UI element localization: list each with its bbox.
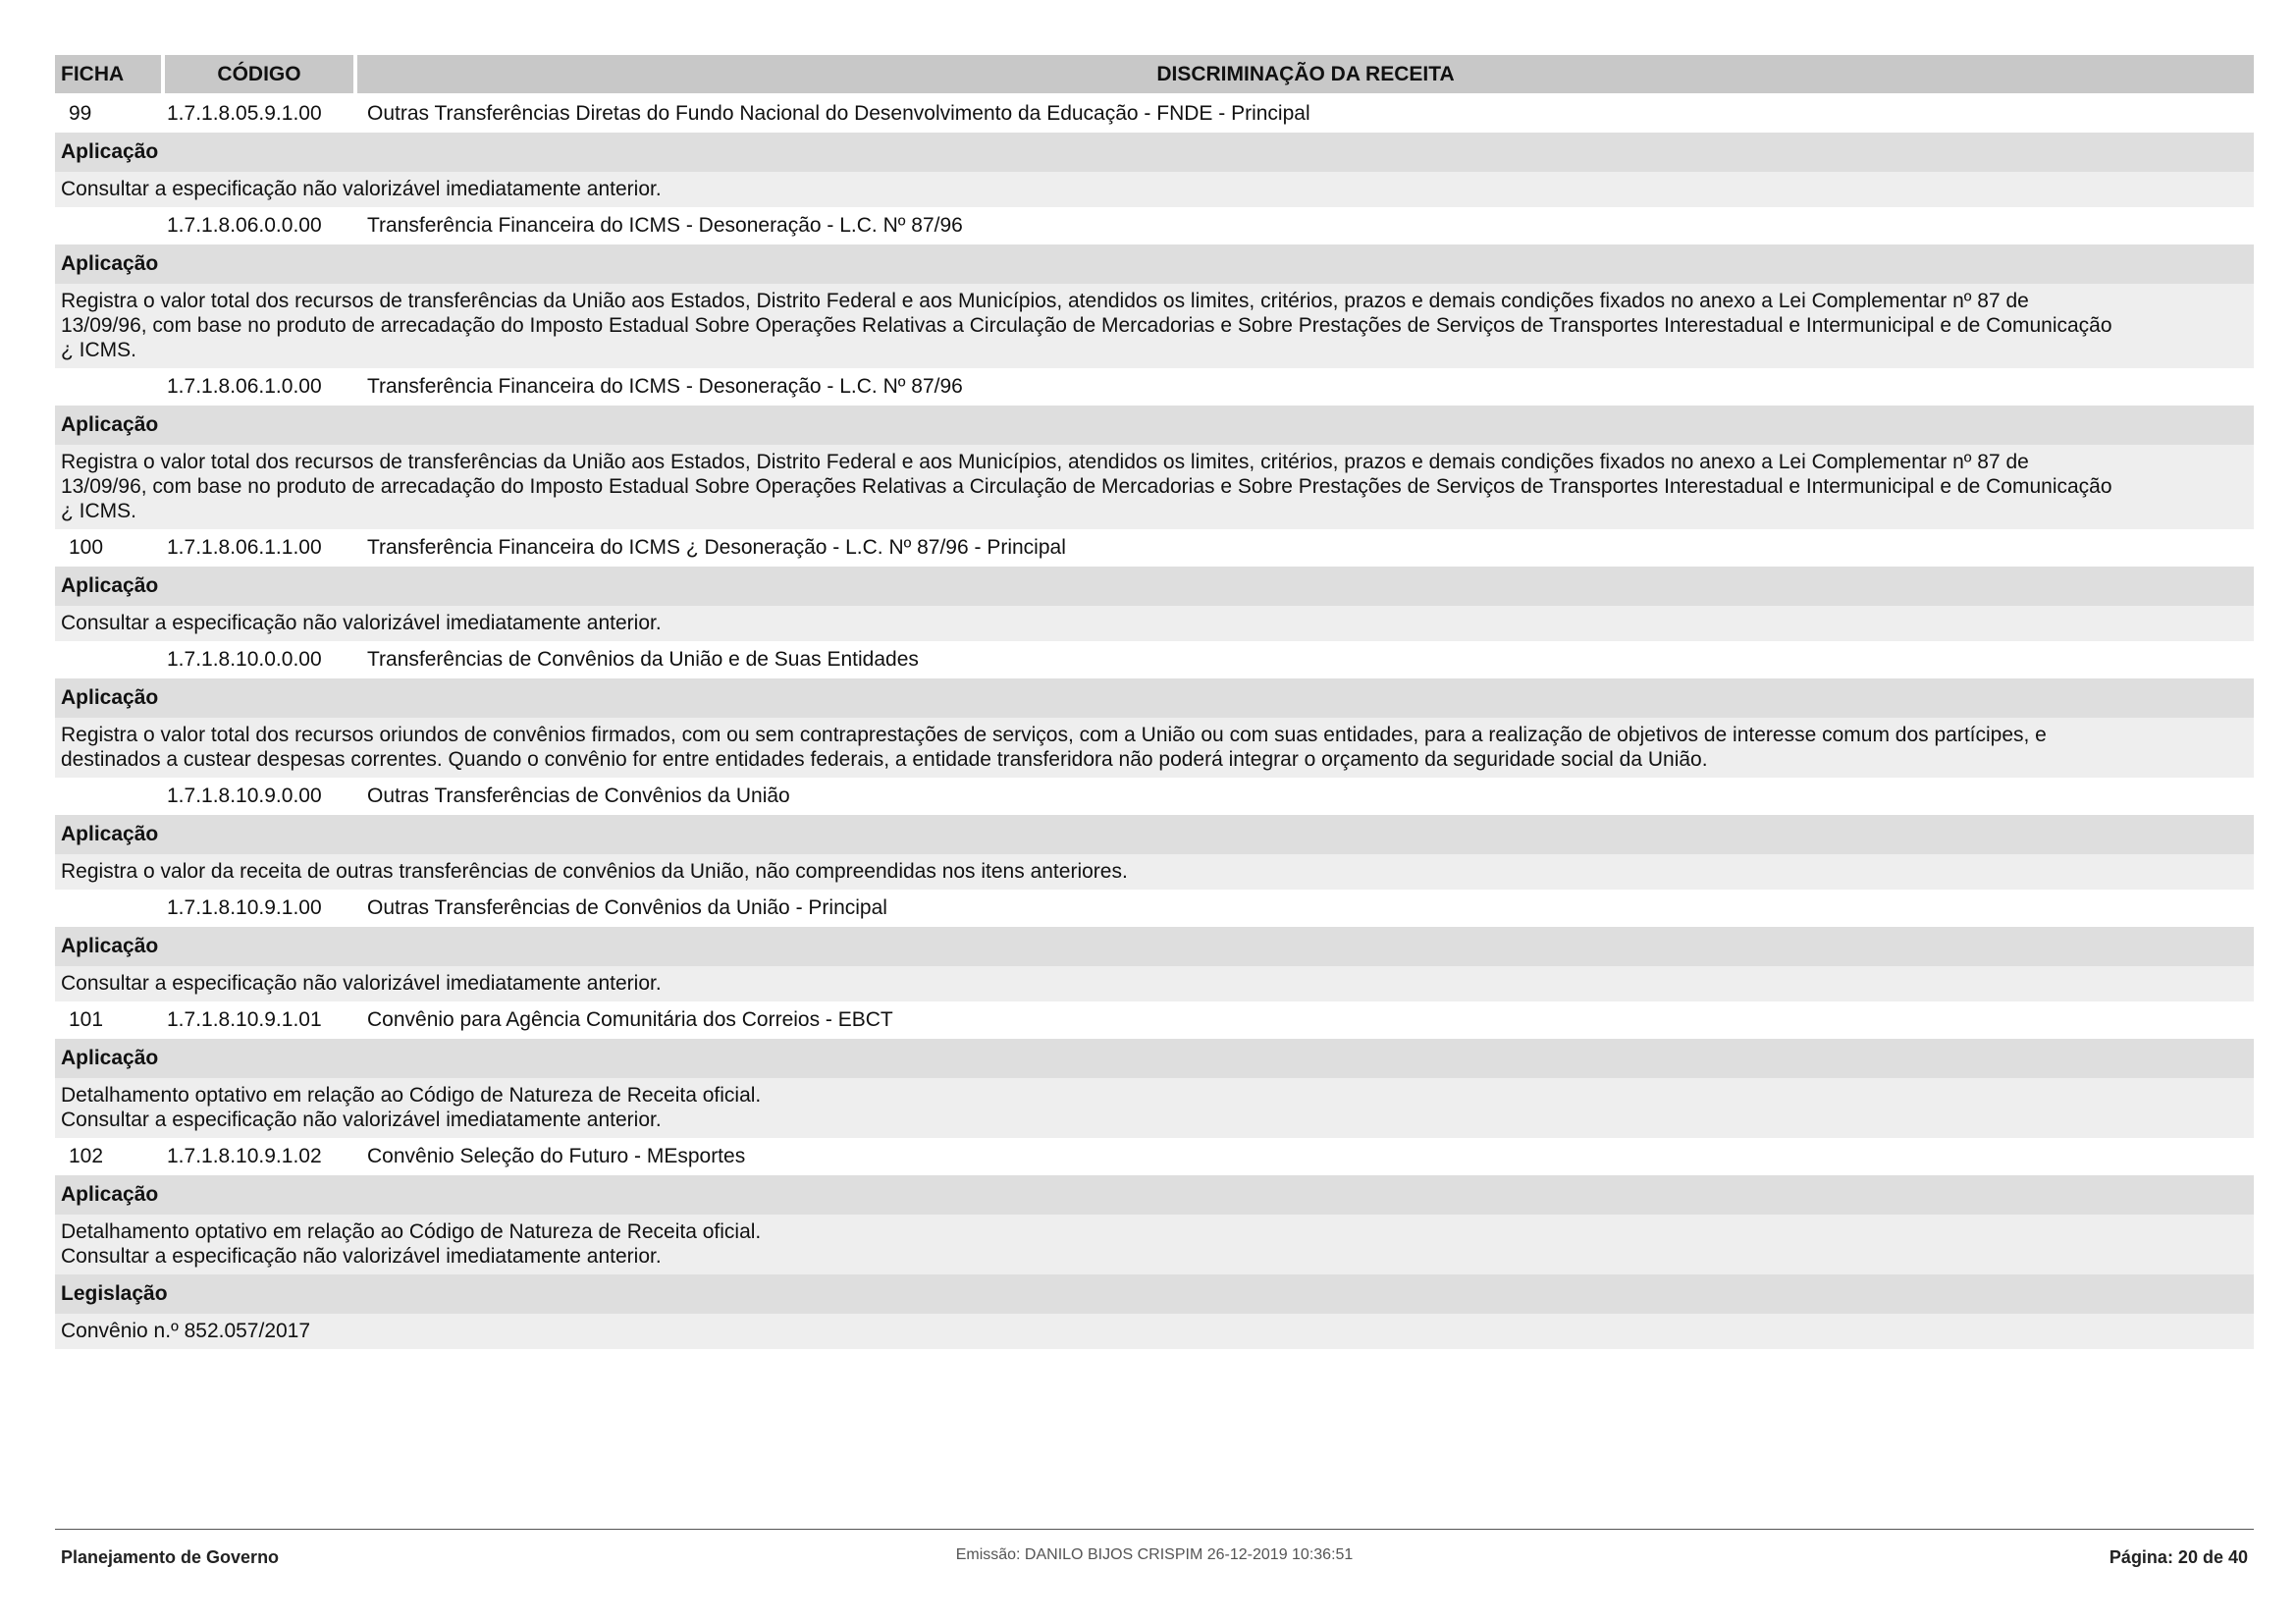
section-text xyxy=(55,854,2254,890)
header-codigo: CÓDIGO xyxy=(165,55,353,93)
section-label: Aplicação xyxy=(55,678,2254,718)
section-text-line: Consultar a especificação não valorizável imediatamente anterior. xyxy=(61,972,662,995)
section-text-line: 13/09/96, com base no produto de arrecadação do Imposto Estadual Sobre Operações Relativas a Circulação de Mercadorias e Sobre Prestações de Serviços de Transportes Interestadual e Intermunicipal e de Comunicação xyxy=(61,314,2112,337)
section-text xyxy=(55,1078,2254,1138)
entry-codigo: 1.7.1.8.10.9.1.00 xyxy=(167,896,322,919)
footer-emissao: Emissão: DANILO BIJOS CRISPIM 26-12-2019 10:36:51 xyxy=(955,1546,1354,1563)
section-text-line: destinados a custear despesas correntes. Quando o convênio for entre entidades federais, a entidade transferidora não poderá integrar o orçamento da seguridade social da União. xyxy=(61,748,1708,771)
section-text xyxy=(55,718,2254,778)
page-footer xyxy=(55,1529,2254,1589)
entry-descricao: Transferências de Convênios da União e de Suas Entidades xyxy=(367,648,919,671)
entries-list xyxy=(55,95,2254,1349)
section-text-line: Registra o valor da receita de outras transferências de convênios da União, não compreendidas nos itens anteriores. xyxy=(61,860,1128,883)
entry-codigo: 1.7.1.8.05.9.1.00 xyxy=(167,102,322,125)
footer-page-number: Página: 20 de 40 xyxy=(2109,1547,2248,1567)
entry-codigo: 1.7.1.8.06.1.1.00 xyxy=(167,536,322,559)
entry-row xyxy=(55,1001,2254,1039)
section-text-line: Detalhamento optativo em relação ao Código de Natureza de Receita oficial. xyxy=(61,1220,762,1243)
entry-descricao: Outras Transferências Diretas do Fundo Nacional do Desenvolvimento da Educação - FNDE - Principal xyxy=(367,102,1310,125)
section-label: Aplicação xyxy=(55,927,2254,966)
section-text xyxy=(55,1215,2254,1274)
section-label: Aplicação xyxy=(55,567,2254,606)
entry-descricao: Convênio para Agência Comunitária dos Correios - EBCT xyxy=(367,1008,893,1031)
section-text xyxy=(55,284,2254,368)
entry-ficha: 101 xyxy=(69,1008,104,1031)
entry-descricao: Outras Transferências de Convênios da União - Principal xyxy=(367,896,887,919)
section-text-line: Consultar a especificação não valorizável imediatamente anterior. xyxy=(61,178,662,200)
section-label: Aplicação xyxy=(55,406,2254,445)
section-text-line: Convênio n.º 852.057/2017 xyxy=(61,1320,311,1342)
entry-row xyxy=(55,95,2254,133)
header-ficha: FICHA xyxy=(55,55,161,93)
entry-codigo: 1.7.1.8.10.9.1.02 xyxy=(167,1145,322,1167)
entry-row xyxy=(55,368,2254,406)
entry-row xyxy=(55,890,2254,927)
section-text-line: ¿ ICMS. xyxy=(61,339,136,361)
section-text-line: Consultar a especificação não valorizável imediatamente anterior. xyxy=(61,1245,662,1268)
entry-descricao: Outras Transferências de Convênios da União xyxy=(367,784,790,807)
section-text-line: 13/09/96, com base no produto de arrecadação do Imposto Estadual Sobre Operações Relativas a Circulação de Mercadorias e Sobre Prestações de Serviços de Transportes Interestadual e Intermunicipal e de Comunicação xyxy=(61,475,2112,498)
section-text-line: ¿ ICMS. xyxy=(61,500,136,522)
entry-codigo: 1.7.1.8.06.0.0.00 xyxy=(167,214,322,237)
section-text xyxy=(55,172,2254,207)
section-label: Aplicação xyxy=(55,1039,2254,1078)
section-label: Aplicação xyxy=(55,133,2254,172)
section-text xyxy=(55,966,2254,1001)
section-text-line: Detalhamento optativo em relação ao Código de Natureza de Receita oficial. xyxy=(61,1084,762,1107)
section-label: Aplicação xyxy=(55,244,2254,284)
entry-ficha: 100 xyxy=(69,536,104,559)
entry-codigo: 1.7.1.8.06.1.0.00 xyxy=(167,375,322,398)
entry-codigo: 1.7.1.8.10.0.0.00 xyxy=(167,648,322,671)
section-text-line: Registra o valor total dos recursos de transferências da União aos Estados, Distrito Federal e aos Municípios, atendidos os limites, critérios, prazos e demais condições fixados no anexo a Lei Complementar nº 87 de xyxy=(61,451,2029,473)
footer-org: Planejamento de Governo xyxy=(61,1547,280,1567)
entry-row xyxy=(55,207,2254,244)
entry-codigo: 1.7.1.8.10.9.0.00 xyxy=(167,784,322,807)
section-text-line: Consultar a especificação não valorizável imediatamente anterior. xyxy=(61,612,662,634)
entry-row xyxy=(55,1138,2254,1175)
section-label: Aplicação xyxy=(55,1175,2254,1215)
table-header xyxy=(55,55,2254,93)
section-text-line: Consultar a especificação não valorizável imediatamente anterior. xyxy=(61,1109,662,1131)
entry-descricao: Transferência Financeira do ICMS - Desoneração - L.C. Nº 87/96 xyxy=(367,375,963,398)
entry-row xyxy=(55,641,2254,678)
entry-descricao: Transferência Financeira do ICMS - Desoneração - L.C. Nº 87/96 xyxy=(367,214,963,237)
section-text xyxy=(55,606,2254,641)
entry-descricao: Convênio Seleção do Futuro - MEsportes xyxy=(367,1145,746,1167)
entry-descricao: Transferência Financeira do ICMS ¿ Desoneração - L.C. Nº 87/96 - Principal xyxy=(367,536,1066,559)
header-discriminacao: DISCRIMINAÇÃO DA RECEITA xyxy=(357,55,2254,93)
section-text xyxy=(55,1314,2254,1349)
section-text-line: Registra o valor total dos recursos oriundos de convênios firmados, com ou sem contraprestações de serviços, com a União ou com suas entidades, para a realização de objetivos de interesse comum dos partícipes, e xyxy=(61,724,2047,746)
section-label: Aplicação xyxy=(55,815,2254,854)
section-text-line: Registra o valor total dos recursos de transferências da União aos Estados, Distrito Federal e aos Municípios, atendidos os limites, critérios, prazos e demais condições fixados no anexo a Lei Complementar nº 87 de xyxy=(61,290,2029,312)
section-text xyxy=(55,445,2254,529)
entry-ficha: 102 xyxy=(69,1145,104,1167)
entry-codigo: 1.7.1.8.10.9.1.01 xyxy=(167,1008,322,1031)
receita-table xyxy=(55,55,2254,1349)
entry-row xyxy=(55,529,2254,567)
section-label: Legislação xyxy=(55,1274,2254,1314)
entry-row xyxy=(55,778,2254,815)
entry-ficha: 99 xyxy=(69,102,92,125)
